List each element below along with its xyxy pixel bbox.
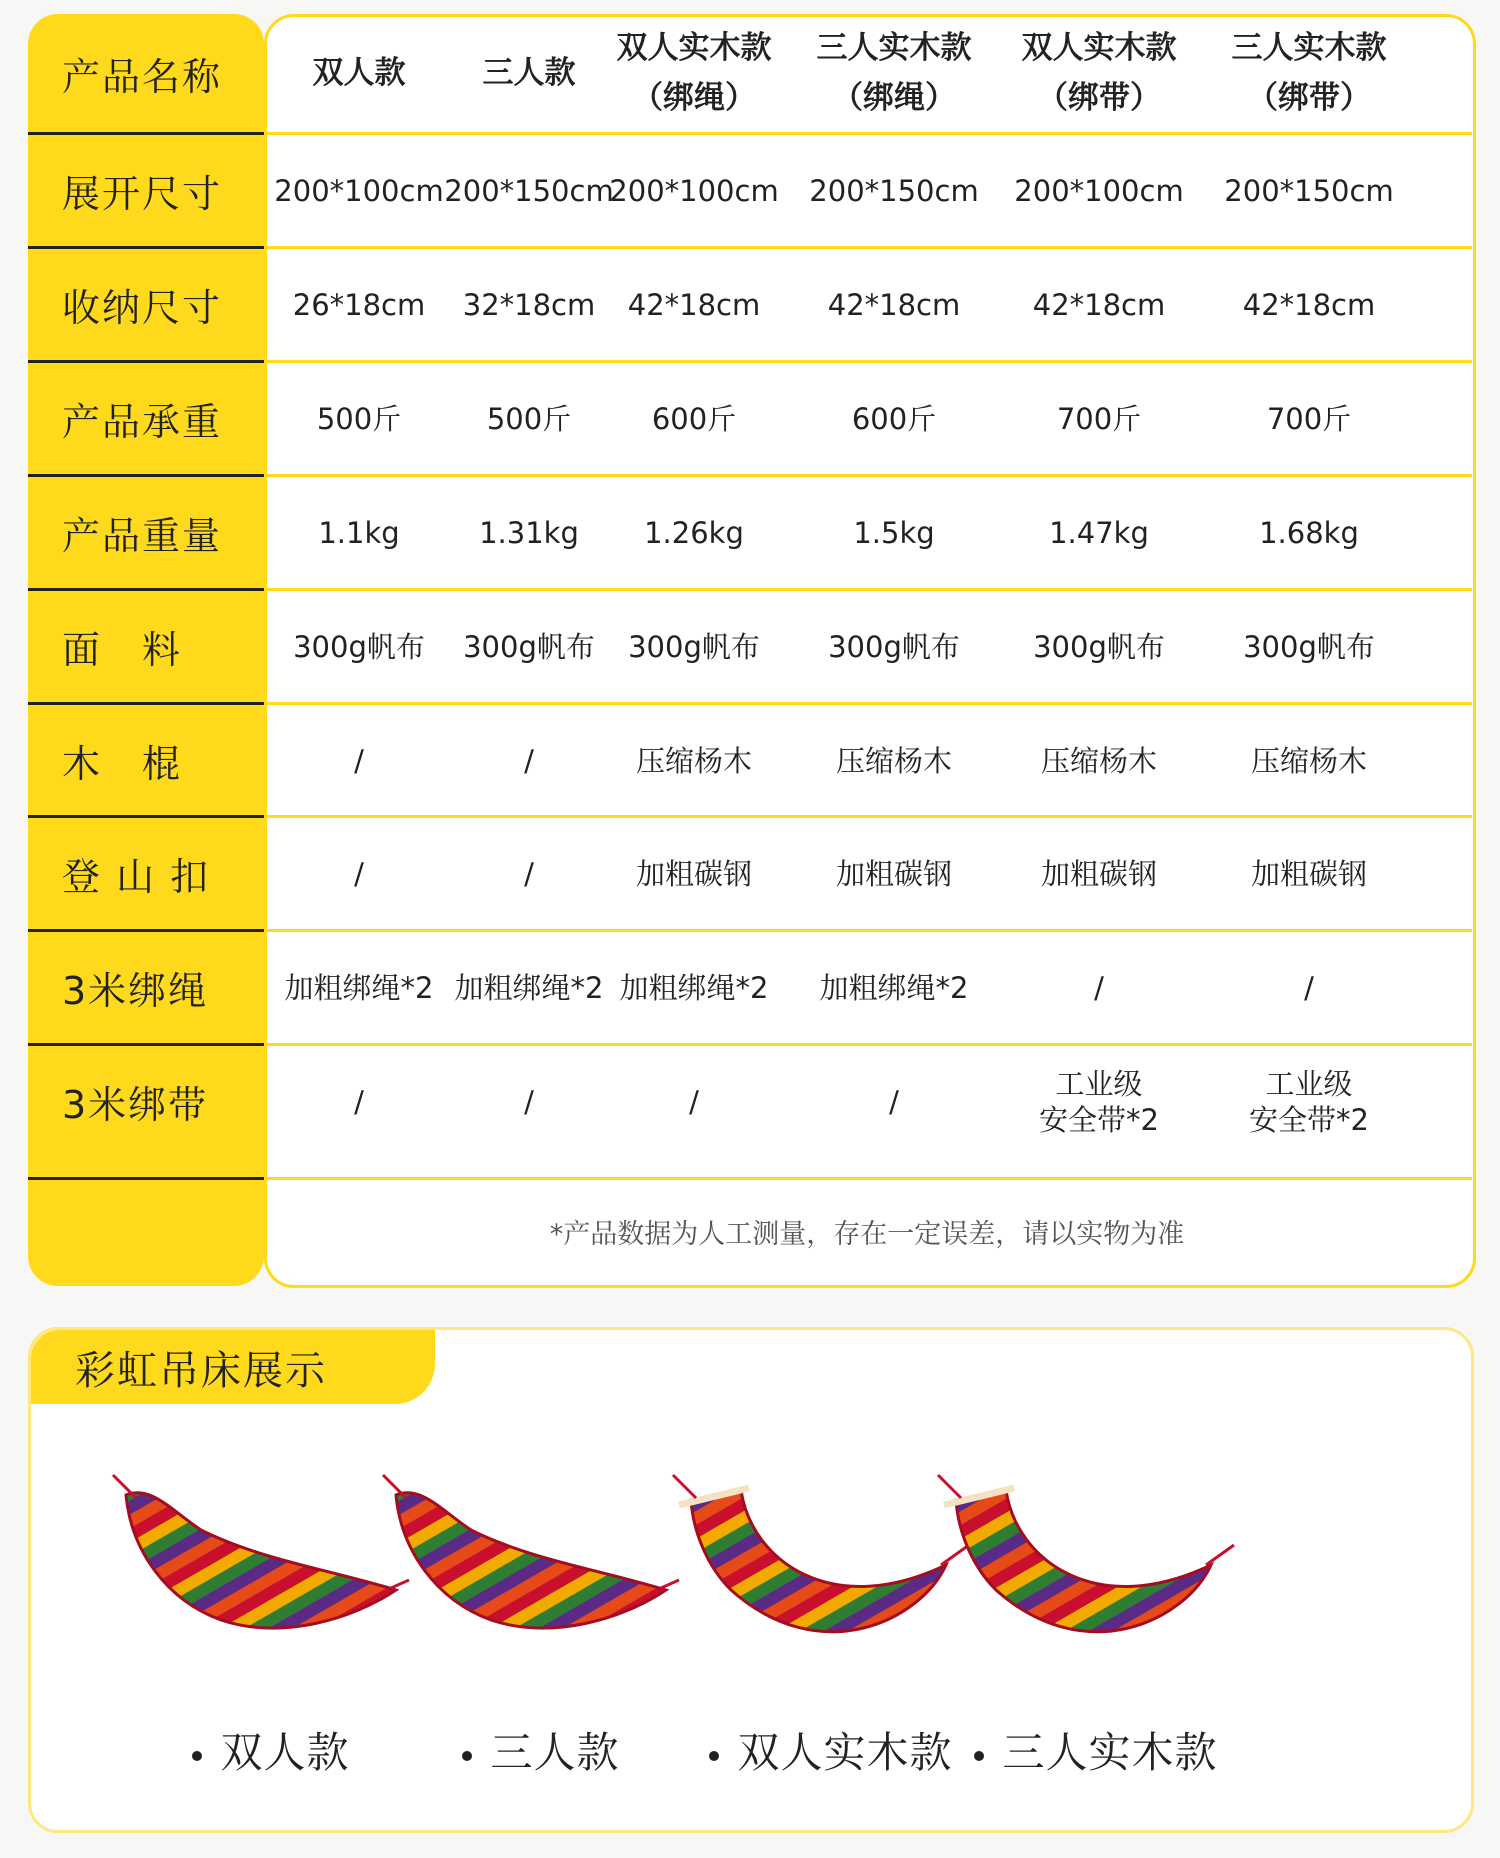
spec-cell: 压缩杨木	[1250, 743, 1367, 778]
row-label: 木 棍	[62, 742, 183, 786]
spec-cell: 32*18cm	[462, 287, 596, 322]
product-name: 三人款	[490, 1728, 620, 1777]
row-label: 3米绑带	[62, 1083, 209, 1127]
header-col-1-line-1: 双人款	[312, 55, 406, 91]
bullet-icon	[974, 1751, 984, 1761]
hammock-showcase	[28, 1327, 1474, 1833]
spec-table	[28, 14, 1472, 1286]
spec-cell: 200*100cm	[274, 173, 444, 208]
hammock-fabric	[126, 1493, 396, 1628]
showcase-title: 彩虹吊床展示	[31, 1330, 435, 1404]
spec-cell: /	[524, 1084, 534, 1119]
header-col-5-line-2: （绑带）	[1037, 80, 1161, 116]
product-caption	[381, 1720, 701, 1780]
spec-cell: 600斤	[651, 401, 737, 436]
product-name: 双人款	[220, 1728, 350, 1777]
spec-cell: /	[889, 1084, 899, 1119]
spec-cell: 500斤	[316, 401, 402, 436]
spec-row	[28, 818, 1472, 929]
row-label: 收纳尺寸	[62, 286, 223, 330]
spec-row	[28, 1046, 1472, 1157]
spec-cell: 压缩杨木	[635, 743, 752, 778]
spec-cell: 300g帆布	[628, 629, 760, 664]
spec-cell: 300g帆布	[463, 629, 595, 664]
spec-cell: 700斤	[1056, 401, 1142, 436]
hanging-rope	[673, 1475, 696, 1498]
spec-cell: /	[354, 856, 364, 891]
spec-cell: 压缩杨木	[1040, 743, 1157, 778]
product-caption	[936, 1720, 1256, 1780]
spec-cell: 42*18cm	[627, 287, 761, 322]
spec-cell: /	[1094, 970, 1104, 1005]
header-col-6-line-1: 三人实木款	[1231, 30, 1387, 66]
row-label-product-name: 产品名称	[62, 54, 223, 99]
header-col-4	[794, 14, 994, 132]
row-label: 展开尺寸	[62, 172, 223, 216]
spec-cell: 700斤	[1266, 401, 1352, 436]
spec-row	[28, 932, 1472, 1043]
spec-cell: 42*18cm	[1032, 287, 1166, 322]
hammock-icon	[381, 1470, 681, 1680]
spec-cell: /	[689, 1084, 699, 1119]
spec-cell: 200*150cm	[809, 173, 979, 208]
header-col-4-line-2: （绑绳）	[832, 80, 956, 116]
spec-cell: 300g帆布	[1033, 629, 1165, 664]
spec-cell: 加粗绑绳*2	[284, 970, 434, 1005]
spec-cell: /	[524, 743, 534, 778]
spec-cell: 1.31kg	[479, 515, 579, 550]
header-col-3-line-1: 双人实木款	[616, 30, 772, 66]
spec-row	[28, 591, 1472, 702]
header-col-3-line-2: （绑绳）	[632, 80, 756, 116]
spec-cell: 加粗碳钢	[1250, 856, 1367, 891]
spec-row	[28, 135, 1472, 246]
spec-cell: 加粗碳钢	[635, 856, 752, 891]
bullet-icon	[709, 1751, 719, 1761]
spec-cell: 1.68kg	[1259, 515, 1359, 550]
hammock-fabric	[396, 1493, 666, 1628]
header-col-6-line-2: （绑带）	[1247, 80, 1371, 116]
spec-cell: 1.1kg	[318, 515, 400, 550]
row-label: 面 料	[62, 628, 183, 672]
spec-cell: 工业级 安全带*2	[1249, 1066, 1369, 1137]
spec-row	[28, 363, 1472, 474]
spec-row	[28, 705, 1472, 816]
header-col-5	[994, 14, 1204, 132]
spec-cell: 26*18cm	[292, 287, 426, 322]
measurement-note: *产品数据为人工测量，存在一定误差，请以实物为准	[549, 1218, 1185, 1250]
product-name: 双人实木款	[737, 1728, 953, 1777]
spec-cell: 300g帆布	[1243, 629, 1375, 664]
row-label: 登 山 扣	[62, 855, 211, 899]
hammock-icon	[936, 1470, 1236, 1680]
spec-cell: 300g帆布	[293, 629, 425, 664]
spec-cell: 200*100cm	[1014, 173, 1184, 208]
header-row	[28, 14, 1472, 132]
spec-cell: 200*150cm	[444, 173, 614, 208]
row-label: 产品重量	[62, 514, 223, 558]
spec-row	[28, 249, 1472, 360]
header-col-4-line-1: 三人实木款	[816, 30, 972, 66]
header-col-5-line-1: 双人实木款	[1021, 30, 1177, 66]
header-col-6	[1204, 14, 1414, 132]
spec-cell: 1.47kg	[1049, 515, 1149, 550]
hanging-rope	[1206, 1545, 1234, 1565]
spec-cell: 加粗绑绳*2	[619, 970, 769, 1005]
spec-cell: 加粗绑绳*2	[819, 970, 969, 1005]
spec-cell: /	[524, 856, 534, 891]
spec-cell: 200*100cm	[609, 173, 779, 208]
spec-cell: /	[1304, 970, 1314, 1005]
spec-cell: 300g帆布	[828, 629, 960, 664]
spec-cell: 42*18cm	[1242, 287, 1376, 322]
hanging-rope	[938, 1475, 961, 1498]
hammock-fabric	[956, 1490, 1211, 1632]
spec-cell: 1.26kg	[644, 515, 744, 550]
hammock-icon	[111, 1470, 411, 1680]
hammock-icon	[671, 1470, 971, 1680]
product-name: 三人实木款	[1002, 1728, 1218, 1777]
spec-cell: 加粗绑绳*2	[454, 970, 604, 1005]
bullet-icon	[462, 1751, 472, 1761]
hammock-fabric	[691, 1490, 946, 1632]
row-label: 3米绑绳	[62, 969, 209, 1013]
product-card	[381, 1470, 701, 1800]
spec-cell: 加粗碳钢	[1040, 856, 1157, 891]
spec-cell: 加粗碳钢	[835, 856, 952, 891]
header-col-3	[594, 14, 794, 132]
product-card	[936, 1470, 1256, 1800]
spec-cell: 42*18cm	[827, 287, 961, 322]
spec-cell: 600斤	[851, 401, 937, 436]
spec-row	[28, 477, 1472, 588]
note-row	[28, 1180, 1472, 1282]
spec-cell: 压缩杨木	[835, 743, 952, 778]
spec-cell: /	[354, 743, 364, 778]
spec-cell: 1.5kg	[853, 515, 935, 550]
header-col-1	[264, 14, 454, 132]
spec-cell: 工业级 安全带*2	[1039, 1066, 1159, 1137]
bullet-icon	[192, 1751, 202, 1761]
spec-cell: /	[354, 1084, 364, 1119]
row-label: 产品承重	[62, 400, 223, 444]
spec-cell: 200*150cm	[1224, 173, 1394, 208]
header-col-2-line-1: 三人款	[482, 55, 576, 91]
spec-cell: 500斤	[486, 401, 572, 436]
